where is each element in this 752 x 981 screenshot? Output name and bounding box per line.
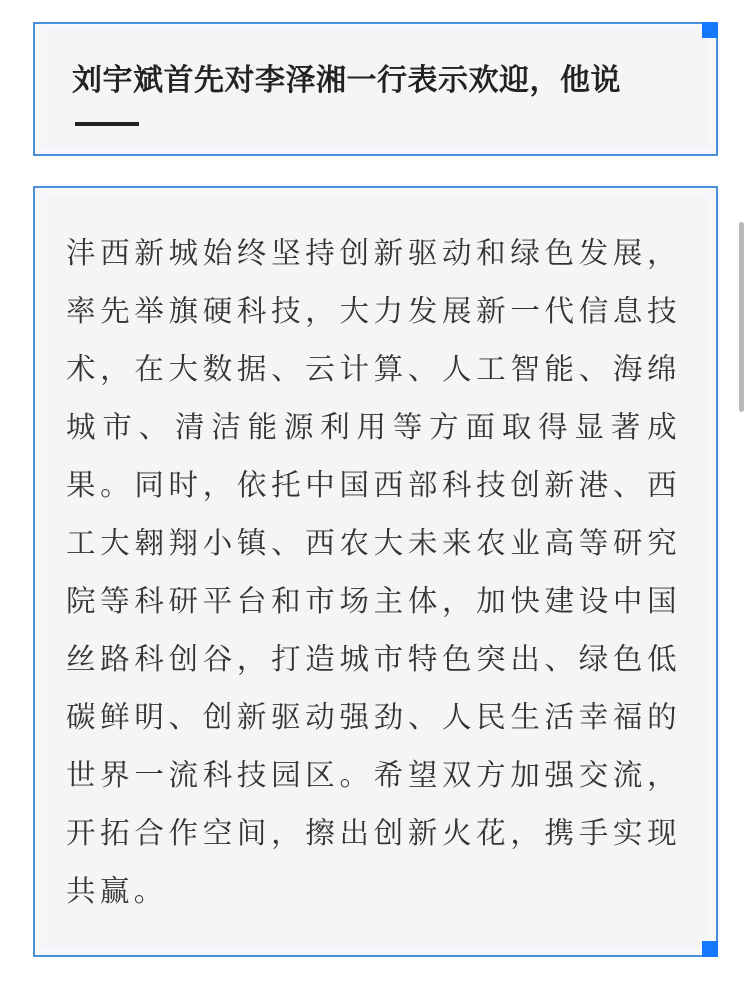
corner-accent-top-right (702, 22, 718, 38)
body-card (33, 186, 718, 957)
article-paragraph: 沣西新城始终坚持创新驱动和绿色发展，率先举旗硬科技，大力发展新一代信息技术，在大数据、云计算、人工智能、海绵城市、清洁能源利用等方面取得显著成果。同时，依托中国西部科技创新港、西工大翱翔小镇、西农大未来农业高等研究院等科研平台和市场主体，加快建设中国丝路科创谷，打造城市特色突出、绿色低碳鲜明、创新驱动强劲、人民生活幸福的世界一流科技园区。希望双方加强交流，开拓合作空间，擦出创新火花，携手实现共赢。 (66, 236, 681, 908)
page-scrollbar[interactable] (739, 222, 744, 412)
corner-accent-bottom-right (702, 941, 718, 957)
heading-underline (75, 122, 139, 126)
body-panel (41, 194, 710, 949)
title-card (33, 22, 718, 156)
article-heading: 刘宇斌首先对李泽湘一行表示欢迎，他说 (72, 63, 621, 98)
title-panel (41, 30, 710, 148)
